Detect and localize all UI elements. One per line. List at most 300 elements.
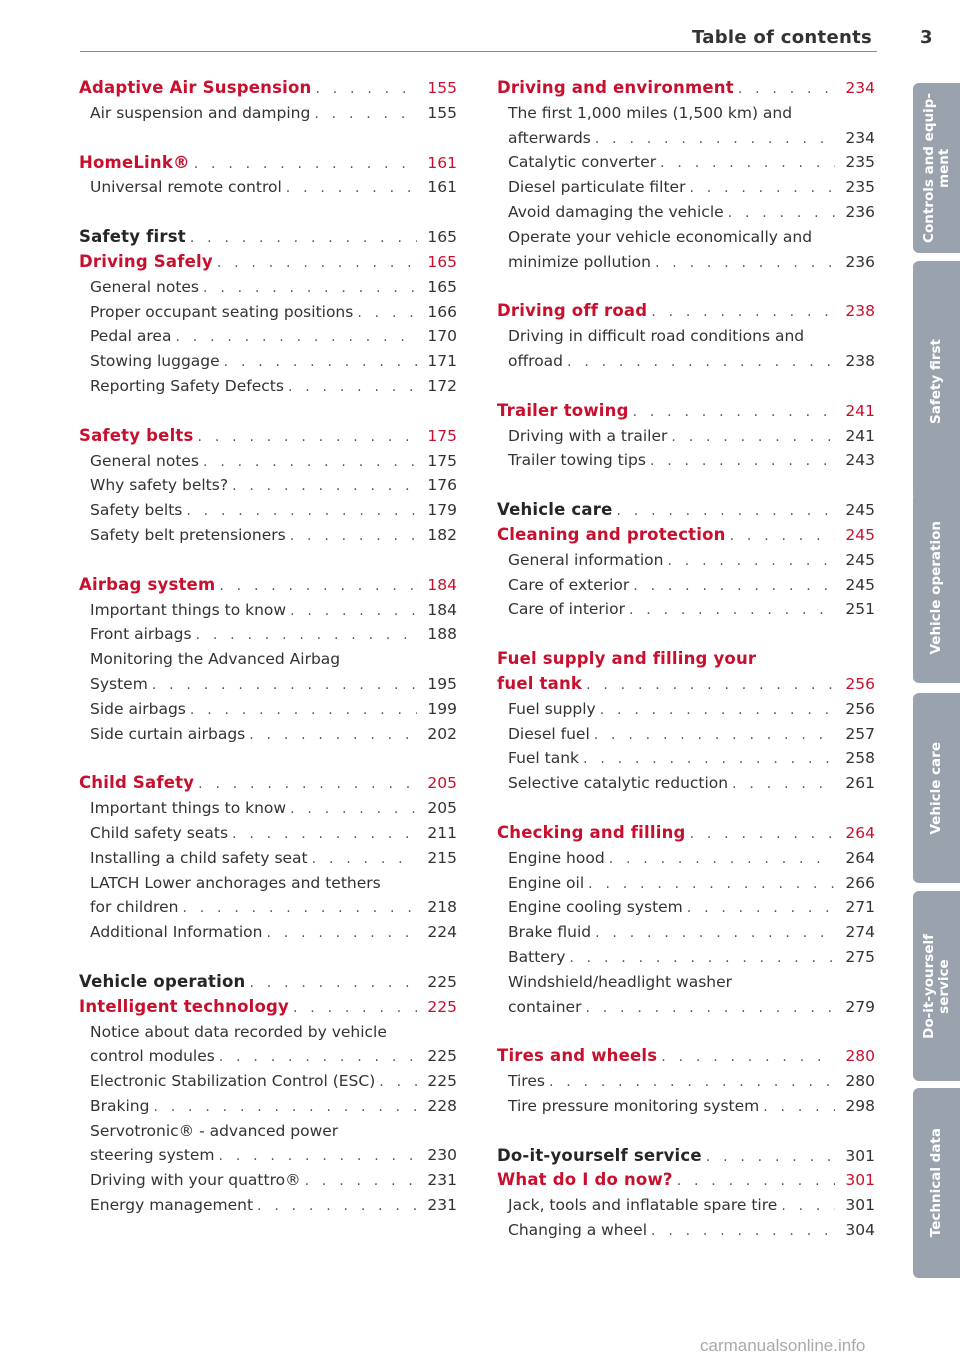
dot-leader — [198, 772, 417, 797]
toc-section-entry[interactable] — [497, 1168, 875, 1193]
toc-entry-page: 218 — [427, 898, 457, 917]
toc-entry-title: Tires — [508, 1072, 545, 1091]
toc-entry-title: Driving and environment — [497, 78, 734, 97]
toc-row — [508, 175, 875, 200]
toc-row — [497, 672, 875, 697]
toc-row — [90, 722, 457, 747]
dot-leader — [288, 375, 417, 400]
toc-row — [497, 523, 875, 548]
toc-section-entry[interactable] — [79, 225, 457, 250]
dot-leader — [305, 1169, 417, 1194]
toc-subsection-entry[interactable] — [497, 548, 875, 573]
toc-row — [79, 76, 457, 101]
toc-entry-page: 258 — [845, 749, 875, 768]
section-spacer — [79, 945, 457, 970]
toc-row — [508, 101, 875, 126]
toc-section-entry[interactable] — [497, 76, 875, 101]
dot-leader — [595, 921, 835, 946]
toc-entry-page: 238 — [845, 351, 875, 370]
toc-subsection-entry[interactable] — [79, 697, 457, 722]
dot-leader — [600, 698, 835, 723]
dot-leader — [224, 350, 417, 375]
toc-row — [90, 796, 457, 821]
toc-entry-title: Fuel supply and filling your — [497, 649, 757, 669]
dot-leader — [219, 1045, 417, 1070]
dot-leader — [588, 872, 835, 897]
toc-entry-page: 245 — [845, 550, 875, 569]
toc-row — [508, 945, 875, 970]
toc-entry-page: 155 — [427, 103, 457, 122]
toc-row — [90, 871, 457, 896]
toc-subsection-entry[interactable] — [79, 1168, 457, 1193]
toc-entry-page: 170 — [427, 327, 457, 346]
section-spacer — [79, 548, 457, 573]
toc-entry-page: 155 — [427, 79, 457, 97]
toc-entry-title: Do-it-yourself service — [497, 1145, 702, 1165]
toc-subsection-entry[interactable] — [79, 523, 457, 548]
dot-leader — [689, 176, 835, 201]
toc-entry-page: 264 — [845, 823, 875, 842]
toc-subsection-entry[interactable] — [79, 374, 457, 399]
toc-subsection-entry[interactable] — [497, 771, 875, 796]
toc-row — [508, 970, 875, 995]
toc-row — [497, 498, 875, 523]
toc-entry-page: 301 — [845, 1146, 875, 1165]
toc-row — [90, 300, 457, 325]
dot-leader — [730, 524, 835, 549]
toc-entry-title: Diesel fuel — [508, 724, 590, 743]
dot-leader — [286, 176, 417, 201]
dot-leader — [290, 524, 417, 549]
toc-row — [508, 697, 875, 722]
toc-subsection-entry[interactable] — [497, 697, 875, 722]
toc-subsection-entry[interactable] — [79, 598, 457, 623]
toc-row — [90, 846, 457, 871]
toc-entry-title: Vehicle care — [497, 500, 613, 520]
toc-subsection-entry[interactable] — [79, 722, 457, 747]
toc-entry-title: Child Safety — [79, 773, 195, 793]
toc-entry-page: 245 — [845, 525, 875, 544]
toc-row — [90, 175, 457, 200]
dot-leader — [667, 549, 835, 574]
toc-entry-title: Child safety seats — [90, 823, 229, 842]
toc-section-entry[interactable] — [497, 647, 875, 697]
toc-entry-page: 175 — [427, 426, 457, 445]
toc-subsection-entry[interactable] — [79, 1094, 457, 1119]
toc-entry-page: 264 — [845, 848, 875, 867]
toc-entry-title: minimize pollution — [508, 252, 651, 271]
toc-entry-title: Engine hood — [508, 848, 605, 867]
toc-entry-page: 241 — [845, 426, 875, 445]
section-spacer — [79, 126, 457, 151]
toc-subsection-entry[interactable] — [497, 448, 875, 473]
toc-entry-page: 205 — [427, 774, 457, 793]
toc-section-entry[interactable] — [79, 995, 457, 1020]
toc-row — [508, 995, 875, 1020]
toc-row — [508, 324, 875, 349]
dot-leader — [633, 574, 835, 599]
toc-subsection-entry[interactable] — [79, 1020, 457, 1070]
toc-entry-page: 266 — [845, 873, 875, 892]
toc-entry-title: Energy management — [90, 1196, 254, 1215]
toc-row — [508, 424, 875, 449]
toc-row — [508, 349, 875, 374]
side-tab[interactable] — [913, 261, 960, 501]
toc-subsection-entry[interactable] — [497, 150, 875, 175]
toc-row — [508, 771, 875, 796]
toc-entry-title: Fuel supply — [508, 699, 596, 718]
toc-row — [508, 200, 875, 225]
section-spacer — [497, 1019, 875, 1044]
side-tab-label: Technical data — [928, 1128, 944, 1238]
toc-row — [79, 151, 457, 176]
toc-entry-title: What do I do now? — [497, 1170, 673, 1190]
toc-entry-page: 172 — [427, 376, 457, 395]
toc-row — [508, 1193, 875, 1218]
toc-entry-title: System — [90, 674, 148, 693]
toc-entry-title: Jack, tools and inflatable spare tire — [508, 1196, 778, 1215]
toc-entry-title: Fuel tank — [508, 749, 580, 768]
toc-section-entry[interactable] — [497, 821, 875, 846]
dot-leader — [190, 698, 417, 723]
toc-entry-page: 274 — [845, 923, 875, 942]
toc-entry-page: 184 — [427, 575, 457, 594]
toc-entry-title: Engine oil — [508, 873, 585, 892]
toc-entry-page: 224 — [427, 923, 457, 942]
toc-subsection-entry[interactable] — [497, 871, 875, 896]
toc-row — [90, 1193, 457, 1218]
toc-entry-page: 215 — [427, 848, 457, 867]
dot-leader — [616, 499, 835, 524]
toc-entry-page: 202 — [427, 724, 457, 743]
dot-leader — [257, 1194, 417, 1219]
toc-subsection-entry[interactable] — [497, 746, 875, 771]
toc-section-entry[interactable] — [79, 970, 457, 995]
toc-row — [90, 349, 457, 374]
dot-leader — [219, 1144, 417, 1169]
dot-leader — [763, 1095, 835, 1120]
toc-subsection-entry[interactable] — [497, 970, 875, 1020]
toc-subsection-entry[interactable] — [79, 821, 457, 846]
toc-subsection-entry[interactable] — [497, 175, 875, 200]
toc-subsection-entry[interactable] — [497, 945, 875, 970]
toc-subsection-entry[interactable] — [497, 225, 875, 275]
toc-row — [90, 324, 457, 349]
toc-entry-title: Care of interior — [508, 600, 625, 619]
dot-leader — [586, 673, 835, 698]
toc-section-entry[interactable] — [497, 399, 875, 424]
toc-row — [90, 1143, 457, 1168]
dot-leader — [585, 996, 835, 1021]
toc-subsection-entry[interactable] — [79, 796, 457, 821]
toc-row — [497, 1144, 875, 1169]
toc-row — [497, 76, 875, 101]
toc-subsection-entry[interactable] — [79, 871, 457, 921]
toc-subsection-entry[interactable] — [79, 647, 457, 697]
toc-entry-title: steering system — [90, 1146, 215, 1165]
dot-leader — [194, 152, 417, 177]
dot-leader — [594, 723, 835, 748]
side-tab-label: Vehicle care — [928, 741, 944, 835]
toc-entry-title: Safety belts — [90, 501, 183, 520]
toc-entry-title: The first 1,000 miles (1,500 km) and — [508, 103, 793, 122]
side-tab[interactable] — [913, 493, 960, 683]
toc-entry-title: Important things to know — [90, 600, 287, 619]
dot-leader — [203, 450, 417, 475]
toc-entry-title: Vehicle operation — [79, 971, 246, 991]
toc-entry-page: 238 — [845, 302, 875, 321]
toc-entry-title: Adaptive Air Suspension — [79, 78, 312, 97]
toc-row — [90, 1094, 457, 1119]
toc-subsection-entry[interactable] — [79, 275, 457, 300]
dot-leader — [677, 1169, 835, 1194]
side-tab[interactable] — [913, 1088, 960, 1278]
toc-entry-page: 236 — [845, 202, 875, 221]
toc-entry-title: Monitoring the Advanced Airbag — [90, 650, 341, 669]
dot-leader — [186, 499, 417, 524]
toc-row — [508, 871, 875, 896]
dot-leader — [569, 946, 835, 971]
toc-entry-title: Air suspension and damping — [90, 103, 311, 122]
toc-row — [508, 150, 875, 175]
toc-entry-title: Tire pressure monitoring system — [508, 1096, 760, 1115]
toc-entry-page: 243 — [845, 451, 875, 470]
toc-row — [497, 821, 875, 846]
toc-section-entry[interactable] — [79, 771, 457, 796]
toc-row — [90, 473, 457, 498]
toc-entry-title: Proper occupant seating positions — [90, 302, 354, 321]
toc-section-entry[interactable] — [497, 299, 875, 324]
toc-entry-title: Trailer towing — [497, 400, 629, 420]
dot-leader — [266, 921, 417, 946]
toc-entry-title: fuel tank — [497, 673, 583, 693]
toc-row — [497, 399, 875, 424]
toc-row — [508, 1094, 875, 1119]
side-tab[interactable] — [913, 693, 960, 883]
toc-entry-page: 251 — [845, 600, 875, 619]
toc-row — [90, 1020, 457, 1045]
dot-leader — [379, 1070, 417, 1095]
toc-entry-title: Cleaning and protection — [497, 524, 726, 544]
toc-row — [79, 424, 457, 449]
dot-leader — [781, 1194, 835, 1219]
toc-row — [508, 846, 875, 871]
toc-subsection-entry[interactable] — [79, 498, 457, 523]
dot-leader — [706, 1145, 835, 1170]
toc-entry-title: General information — [508, 550, 664, 569]
toc-entry-title: Installing a child safety seat — [90, 848, 308, 867]
toc-section-entry[interactable] — [497, 523, 875, 548]
page-number: 3 — [920, 27, 933, 48]
page-header-title: Table of contents — [692, 27, 872, 48]
toc-subsection-entry[interactable] — [497, 324, 875, 374]
toc-row — [497, 1168, 875, 1193]
toc-subsection-entry[interactable] — [497, 597, 875, 622]
toc-entry-title: Side airbags — [90, 699, 186, 718]
dot-leader — [190, 226, 417, 251]
dot-leader — [232, 474, 417, 499]
toc-subsection-entry[interactable] — [497, 1094, 875, 1119]
toc-subsection-entry[interactable] — [497, 424, 875, 449]
toc-entry-page: 279 — [845, 997, 875, 1016]
toc-column-right — [497, 76, 875, 1243]
dot-leader — [629, 598, 835, 623]
side-tab[interactable] — [913, 891, 960, 1081]
toc-entry-page: 171 — [427, 352, 457, 371]
section-spacer — [497, 622, 875, 647]
dot-leader — [312, 847, 417, 872]
toc-entry-page: 231 — [427, 1171, 457, 1190]
toc-subsection-entry[interactable] — [79, 846, 457, 871]
toc-entry-page: 245 — [845, 501, 875, 520]
toc-entry-page: 280 — [845, 1072, 875, 1091]
toc-entry-title: Electronic Stabilization Control (ESC) — [90, 1072, 376, 1091]
toc-entry-title: Driving in difficult road conditions and — [508, 327, 805, 346]
toc-row — [79, 995, 457, 1020]
toc-subsection-entry[interactable] — [497, 722, 875, 747]
toc-row — [508, 250, 875, 275]
toc-row — [90, 449, 457, 474]
toc-subsection-entry[interactable] — [79, 300, 457, 325]
dot-leader — [290, 797, 417, 822]
toc-entry-title: offroad — [508, 351, 564, 370]
dot-leader — [217, 251, 417, 276]
toc-section-entry[interactable] — [79, 76, 457, 101]
toc-subsection-entry[interactable] — [79, 349, 457, 374]
toc-entry-title: Safety belt pretensioners — [90, 525, 286, 544]
toc-section-entry[interactable] — [79, 573, 457, 598]
toc-subsection-entry[interactable] — [79, 449, 457, 474]
toc-entry-page: 176 — [427, 476, 457, 495]
toc-section-entry[interactable] — [497, 498, 875, 523]
toc-section-entry[interactable] — [79, 250, 457, 275]
header-divider — [80, 51, 877, 52]
section-spacer — [497, 473, 875, 498]
toc-row — [508, 920, 875, 945]
toc-subsection-entry[interactable] — [497, 1193, 875, 1218]
dot-leader — [732, 772, 835, 797]
toc-subsection-entry[interactable] — [79, 1069, 457, 1094]
toc-row — [90, 275, 457, 300]
toc-subsection-entry[interactable] — [79, 1193, 457, 1218]
section-spacer — [79, 399, 457, 424]
toc-subsection-entry[interactable] — [497, 200, 875, 225]
dot-leader — [661, 1045, 835, 1070]
toc-row — [508, 1218, 875, 1243]
toc-row — [90, 920, 457, 945]
toc-row — [508, 548, 875, 573]
toc-entry-page: 161 — [427, 153, 457, 172]
section-spacer — [79, 746, 457, 771]
toc-row — [90, 1119, 457, 1144]
toc-entry-title: Windshield/headlight washer — [508, 972, 733, 991]
dot-leader — [315, 77, 417, 102]
toc-entry-page: 256 — [845, 674, 875, 693]
toc-subsection-entry[interactable] — [497, 920, 875, 945]
toc-entry-title: Driving with your quattro® — [90, 1171, 301, 1190]
toc-subsection-entry[interactable] — [497, 573, 875, 598]
toc-entry-page: 225 — [427, 972, 457, 991]
toc-subsection-entry[interactable] — [79, 473, 457, 498]
dot-leader — [583, 747, 835, 772]
dot-leader — [314, 102, 417, 127]
dot-leader — [660, 151, 835, 176]
toc-entry-title: Stowing luggage — [90, 352, 220, 371]
toc-row — [90, 1168, 457, 1193]
toc-row — [508, 126, 875, 151]
toc-row — [79, 970, 457, 995]
dot-leader — [651, 300, 835, 325]
toc-row — [90, 101, 457, 126]
toc-subsection-entry[interactable] — [79, 175, 457, 200]
toc-subsection-entry[interactable] — [497, 1218, 875, 1243]
toc-subsection-entry[interactable] — [79, 1119, 457, 1169]
dot-leader — [609, 847, 835, 872]
toc-entry-page: 234 — [845, 79, 875, 97]
side-tab-label: Safety first — [928, 338, 944, 424]
toc-row — [508, 597, 875, 622]
dot-leader — [690, 822, 835, 847]
side-tab[interactable] — [913, 83, 960, 253]
toc-row — [90, 598, 457, 623]
toc-row — [90, 1069, 457, 1094]
toc-entry-title: Operate your vehicle economically and — [508, 227, 813, 246]
toc-section-entry[interactable] — [497, 1144, 875, 1169]
toc-subsection-entry[interactable] — [497, 846, 875, 871]
toc-entry-page: 165 — [427, 277, 457, 296]
toc-subsection-entry[interactable] — [497, 101, 875, 151]
toc-section-entry[interactable] — [79, 151, 457, 176]
dot-leader — [219, 574, 417, 599]
toc-row — [497, 299, 875, 324]
toc-row — [90, 895, 457, 920]
toc-row — [508, 448, 875, 473]
toc-subsection-entry[interactable] — [79, 101, 457, 126]
toc-section-entry[interactable] — [79, 424, 457, 449]
toc-subsection-entry[interactable] — [497, 1069, 875, 1094]
toc-row — [508, 895, 875, 920]
toc-subsection-entry[interactable] — [79, 324, 457, 349]
toc-entry-title: Safety first — [79, 227, 186, 247]
toc-entry-page: 184 — [427, 600, 457, 619]
dot-leader — [633, 400, 835, 425]
toc-row — [90, 498, 457, 523]
dot-leader — [290, 599, 417, 624]
toc-entry-page: 195 — [427, 674, 457, 693]
toc-row — [90, 1044, 457, 1069]
toc-row — [508, 573, 875, 598]
toc-subsection-entry[interactable] — [79, 622, 457, 647]
toc-entry-title: Trailer towing tips — [508, 451, 646, 470]
dot-leader — [153, 1095, 417, 1120]
dot-leader — [182, 896, 417, 921]
toc-entry-page: 261 — [845, 774, 875, 793]
toc-subsection-entry[interactable] — [79, 920, 457, 945]
toc-section-entry[interactable] — [497, 1044, 875, 1069]
section-spacer — [497, 1119, 875, 1144]
toc-entry-page: 182 — [427, 525, 457, 544]
dot-leader — [152, 673, 417, 698]
toc-entry-title: Additional Information — [90, 923, 263, 942]
toc-entry-page: 235 — [845, 178, 875, 197]
section-spacer — [79, 200, 457, 225]
side-tab-label: Controls and equip- ment — [920, 93, 952, 243]
toc-subsection-entry[interactable] — [497, 895, 875, 920]
side-tab-label: Vehicle operation — [928, 521, 944, 655]
dot-leader — [198, 425, 417, 450]
toc-entry-page: 280 — [845, 1047, 875, 1066]
toc-row — [90, 647, 457, 672]
